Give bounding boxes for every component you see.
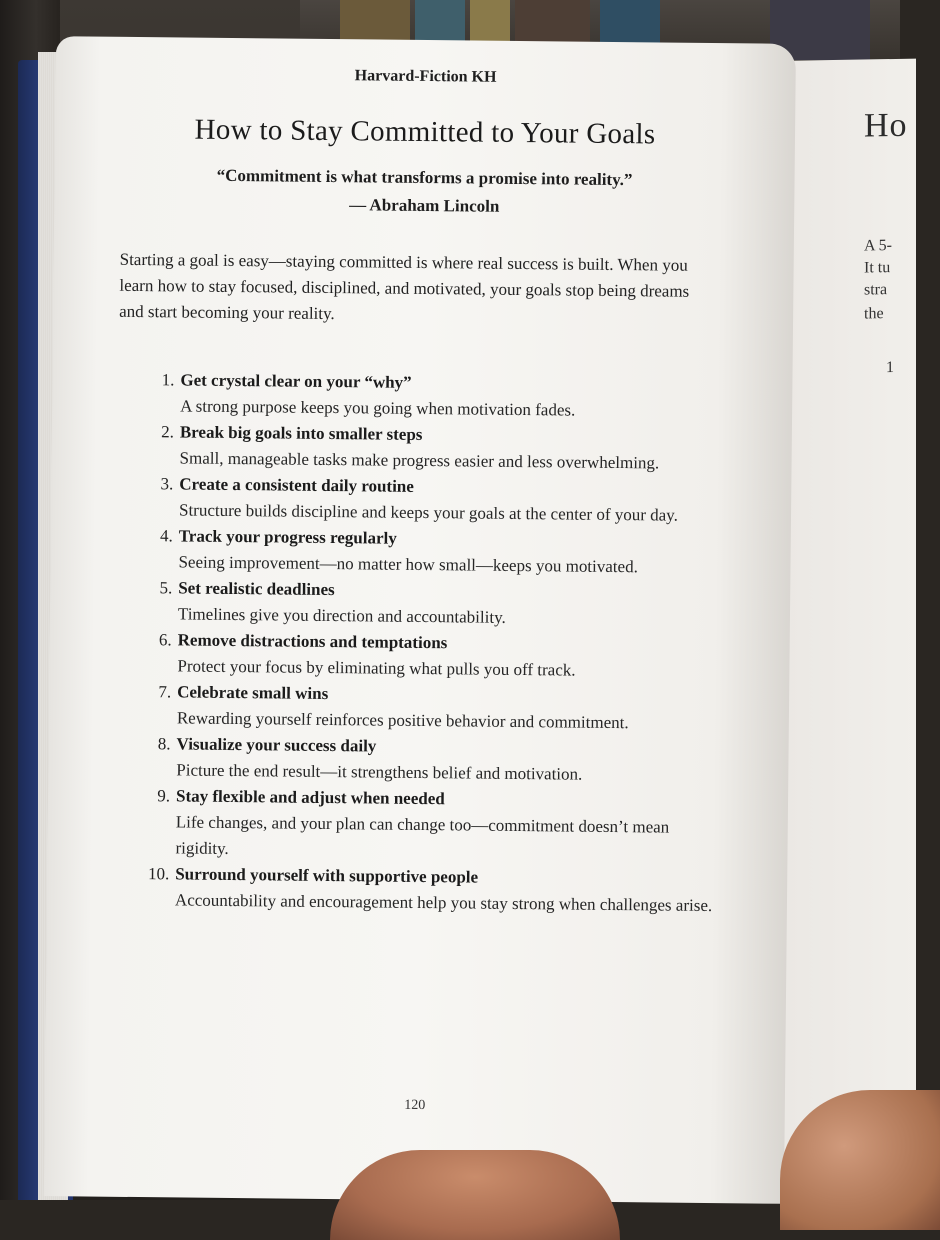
item-number: 5. (159, 578, 173, 598)
item-number: 9. (157, 786, 171, 806)
item-description: A strong purpose keeps you going when motivation fades. (180, 396, 576, 420)
item-number: 8. (157, 734, 171, 754)
item-description: Picture the end result—it strengthens belief and motivation. (176, 760, 583, 784)
right-page-line: stra (864, 281, 888, 299)
running-header: Harvard-Fiction KH (354, 67, 497, 86)
item-title: Set realistic deadlines (178, 578, 335, 600)
list-item (139, 783, 720, 867)
item-title: Visualize your success daily (176, 734, 377, 756)
right-page-line: the (864, 305, 884, 323)
list-item (141, 627, 722, 685)
item-title: Celebrate small wins (177, 682, 329, 704)
item-number: 6. (158, 630, 172, 650)
right-page-line: It tu (864, 259, 891, 277)
right-page-heading: Ho (864, 106, 908, 145)
list-item (140, 731, 721, 789)
item-title: Surround yourself with supportive people (175, 864, 479, 887)
item-title: Remove distractions and temptations (177, 630, 448, 653)
page-title: How to Stay Committed to Your Goals (194, 113, 656, 151)
item-description: Structure builds discipline and keeps your goals at the center of your day. (178, 500, 678, 525)
item-number: 1. (161, 370, 175, 390)
item-description: Rewarding yourself reinforces positive behavior and commitment. (176, 708, 629, 733)
item-title: Break big goals into smaller steps (179, 422, 423, 444)
list-item (141, 679, 722, 737)
item-title: Get crystal clear on your “why” (180, 370, 412, 392)
item-number: 10. (147, 864, 170, 884)
right-page-line: 1 (886, 358, 894, 377)
quote-author: — Abraham Lincoln (349, 195, 500, 216)
item-description: Protect your focus by eliminating what pulls you off track. (177, 656, 576, 680)
finger (330, 1150, 620, 1240)
item-number: 7. (158, 682, 172, 702)
tips-list (139, 367, 725, 919)
list-item (139, 861, 720, 919)
book-page (44, 36, 796, 1204)
item-title: Track your progress regularly (178, 526, 397, 548)
list-item (142, 523, 723, 581)
list-item (144, 367, 725, 425)
item-description: Accountability and encouragement help you stay strong when challenges arise. (174, 890, 713, 916)
item-number: 4. (159, 526, 173, 546)
intro-paragraph: Starting a goal is easy—staying committed is where real success is built. When you learn how to stay focused, disciplined, and motivated, your goals stop being dreams and start becoming your reality. (119, 249, 690, 324)
item-title: Stay flexible and adjust when needed (175, 786, 445, 809)
item-description: Small, manageable tasks make progress easier and less overwhelming. (179, 448, 660, 473)
list-item (142, 575, 723, 633)
item-description: Seeing improvement—no matter how small—keeps you motivated. (178, 552, 638, 577)
list-item (143, 471, 724, 529)
quote-text: “Commitment is what transforms a promise into reality.” (216, 165, 633, 190)
item-title: Create a consistent daily routine (179, 474, 414, 496)
item-description: Life changes, and your plan can change too—commitment doesn’t mean rigidity. (175, 812, 670, 858)
item-number: 2. (161, 422, 174, 442)
list-item (143, 419, 724, 477)
item-number: 3. (160, 474, 174, 494)
item-description: Timelines give you direction and accountability. (177, 604, 506, 627)
page-number: 120 (404, 1097, 426, 1114)
right-page-line: A 5- (864, 237, 892, 255)
